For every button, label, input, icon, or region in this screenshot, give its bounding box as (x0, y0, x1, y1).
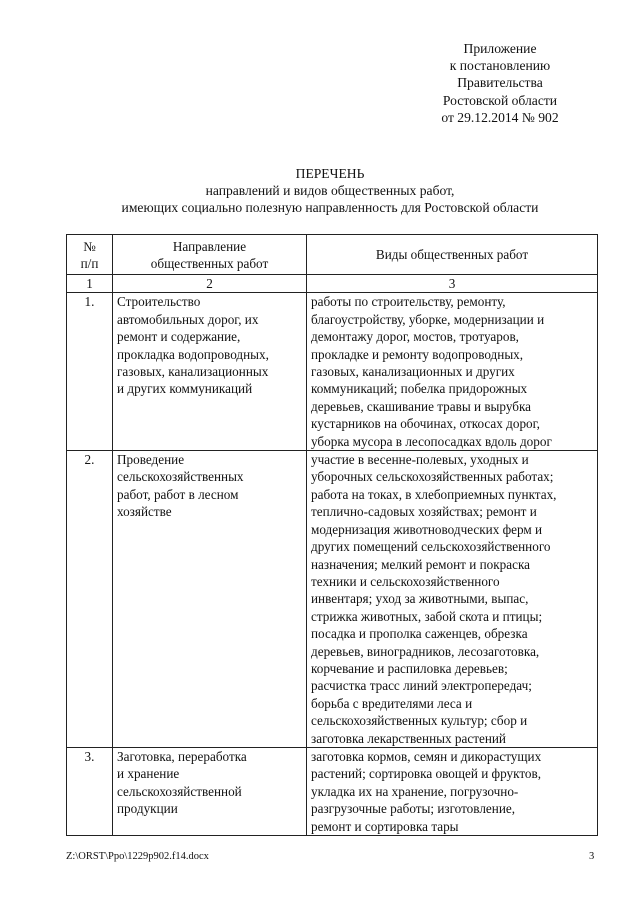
kinds-line: разгрузочные работы; изготовление, (311, 801, 516, 817)
row-direction (113, 293, 307, 451)
direction-line: Строительство (117, 294, 201, 310)
appendix-line: от 29.12.2014 № 902 (441, 109, 559, 125)
kinds-line: деревьев, виноградников, лесозаготовка, (311, 643, 540, 659)
direction-line: газовых, канализационных (117, 364, 269, 380)
kinds-line: модернизация животноводческих ферм и (311, 521, 543, 537)
kinds-line: посадка и прополка саженцев, обрезка (311, 626, 528, 642)
table-body (67, 293, 598, 836)
kinds-line: коммуникаций; побелка придорожных (311, 381, 528, 397)
direction-line: работ, работ в лесном (117, 486, 239, 502)
appendix-line: Приложение (463, 41, 537, 56)
table-row (67, 747, 598, 835)
column-number: 3 (307, 275, 598, 293)
title-heading: ПЕРЕЧЕНЬ (295, 166, 365, 181)
document-title (60, 165, 600, 216)
header-direction-line2: общественных работ (150, 255, 269, 271)
header-kinds: Виды общественных работ (307, 235, 598, 275)
kinds-line: уборка мусора в лесопосадках вдоль дорог (311, 433, 552, 449)
direction-line: сельскохозяйственных (117, 469, 244, 485)
row-number: 2. (67, 451, 113, 748)
direction-line: и хранение (117, 766, 180, 782)
kinds-line: инвентаря; уход за животными, выпас, (311, 591, 529, 607)
kinds-line: сельскохозяйственных культур; сбор и (311, 713, 528, 729)
kinds-line: заготовка кормов, семян и дикорастущих (311, 748, 542, 764)
column-number: 2 (113, 275, 307, 293)
direction-line: сельскохозяйственной (117, 783, 242, 799)
direction-line: прокладка водопроводных, (117, 346, 269, 362)
footer-file-path: Z:\ORST\Ppo\1229p902.f14.docx (66, 851, 209, 862)
kinds-line: других помещений сельскохозяйственного (311, 539, 551, 555)
direction-line: автомобильных дорог, их (117, 311, 259, 327)
appendix-line: к постановлению (449, 58, 551, 74)
kinds-line: назначения; мелкий ремонт и покраска (311, 556, 531, 572)
works-table (66, 234, 598, 836)
kinds-line: техники и сельскохозяйственного (311, 573, 500, 589)
kinds-line: участие в весенне-полевых, уходных и (311, 452, 529, 468)
table-header-row (67, 235, 598, 275)
kinds-line: укладка их на хранение, погрузочно- (311, 783, 519, 799)
table-row (67, 293, 598, 451)
kinds-line: ремонт и сортировка тары (311, 818, 459, 834)
kinds-line: деревьев, скашивание травы и вырубка (311, 398, 532, 414)
kinds-line: работа на токах, в хлебоприемных пунктах, (311, 486, 557, 502)
appendix-line: Правительства (457, 75, 543, 91)
kinds-line: растений; сортировка овощей и фруктов, (311, 766, 542, 782)
kinds-line: уборочных сельскохозяйственных работах; (311, 469, 554, 485)
header-num (67, 235, 113, 275)
header-direction-line1: Направление (172, 238, 247, 254)
row-number: 1. (67, 293, 113, 451)
direction-line: ремонт и содержание, (117, 329, 241, 345)
direction-line: Проведение (117, 452, 185, 468)
kinds-line: корчевание и распиловка деревьев; (311, 660, 508, 676)
kinds-line: газовых, канализационных и других (311, 364, 515, 380)
kinds-line: демонтажу дорог, мостов, тротуаров, (311, 329, 519, 345)
row-kinds (307, 451, 598, 748)
kinds-line: прокладке и ремонту водопроводных, (311, 346, 524, 362)
row-direction (113, 451, 307, 748)
title-line-2: имеющих социально полезную направленность для Ростовской области (121, 200, 539, 215)
header-num-line1: № (83, 238, 96, 254)
appendix-line: Ростовской области (442, 92, 558, 108)
kinds-line: теплично-садовых хозяйствах; ремонт и (311, 504, 537, 520)
direction-line: продукции (117, 801, 178, 817)
row-kinds (307, 747, 598, 835)
row-number: 3. (67, 747, 113, 835)
kinds-line: заготовка лекарственных растений (311, 730, 506, 746)
direction-line: Заготовка, переработка (117, 748, 247, 764)
row-kinds (307, 293, 598, 451)
kinds-line: кустарников на обочинах, откосах дорог, (311, 416, 540, 432)
direction-line: и других коммуникаций (117, 381, 253, 397)
kinds-line: борьба с вредителями леса и (311, 695, 473, 711)
kinds-line: работы по строительству, ремонту, (311, 294, 506, 310)
kinds-line: стрижка животных, забой скота и птицы; (311, 608, 543, 624)
direction-line: хозяйстве (117, 504, 172, 520)
header-num-line2: п/п (80, 255, 99, 271)
column-number-row (67, 275, 598, 293)
row-direction (113, 747, 307, 835)
page-number: 3 (589, 851, 595, 862)
kinds-line: расчистка трасс линий электропередач; (311, 678, 532, 694)
column-number: 1 (67, 275, 113, 293)
table-row (67, 451, 598, 748)
title-line-1: направлений и видов общественных работ, (205, 183, 455, 198)
appendix-block (400, 40, 600, 126)
header-direction (113, 235, 307, 275)
kinds-line: благоустройству, уборке, модернизации и (311, 311, 545, 327)
